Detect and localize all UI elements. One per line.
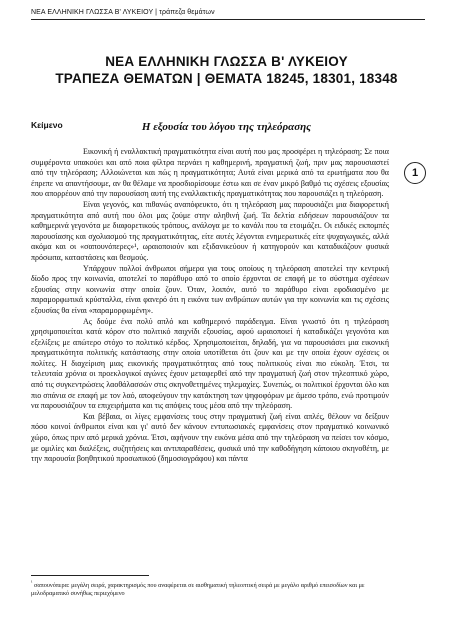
running-header: ΝΕΑ ΕΛΛΗΝΙΚΗ ΓΛΩΣΣΑ Β' ΛΥΚΕΙΟΥ | τράπεζα θεμάτων — [31, 9, 215, 16]
paragraph: Είναι γεγονός, και πιθανώς αναπόφευκτο, ότι η τηλεόραση μας παρουσιάζει μια διαφορετική πραγματικότητα από αυτή που όλοι μας ζούμε στην αληθινή ζωή. Τα δελτία ειδήσεων παρουσιάζουν τα καθημερινά γεγονότα με διαφορετικούς τρόπους, ανάλογα με το κανάλι που τα ετοιμάζει. Οι ειδικές εκπομπές παρουσίασης και σχολιασμού της πραγματικότητας, είτε αυτές λέγονται ενημερωτικές είτε ψυχαγωγικές, αλλά ακόμα και οι «σαπουνόπερες»¹, ωραιοποιούν και εξιδανικεύουν ή κατηγορούν και καταδικάζουν φυσικά πρόσωπα, καταστάσεις και θεσμούς. — [31, 199, 389, 262]
document-title-line-1: ΝΕΑ ΕΛΛΗΝΙΚΗ ΓΛΩΣΣΑ Β' ΛΥΚΕΙΟΥ — [105, 54, 348, 69]
paragraph: Ας δούμε ένα πολύ απλό και καθημερινό παράδειγμα. Είναι γνωστό ότι η τηλεόραση χρησιμοποιείται κατά κόρον στο πολιτικό παιχνίδι εξουσίας, αφού ωραιοποιεί ή καταδικάζει γεγονότα και εξελίξεις με απώτερο στόχο το πολιτικό κέρδος. Χρησιμοποιείται, δηλαδή, για να παρουσιάσει μια εικονική πραγματικότητα πολιτικής κατάστασης στην οποία υποτίθεται ότι ζουν και με την οποία έχουν σχέσεις οι πολίτες. Η διαχείριση μιας εικονικής πραγματικότητας από τους πολιτικούς είναι πιο εύκολη. Έτσι, τα τελευταία χρόνια οι προεκλογικοί αγώνες έχουν μεταφερθεί από την πραγματική ζωή στον τηλεοπτικό χώρο, από τις συγκεντρώσεις λαοθάλασσών στις σκηνοθετημένες τηλεμαχίες. Συνεπώς, οι πολιτικοί έρχονται όλο και πιο σπάνια σε επαφή με τον λαό, αποφεύγουν την κατάκτηση των ψηφοφόρων με άμεσο τρόπο, ενώ προτιμούν να παρουσιάζουν τα επιχειρήματα και τις απόψεις τους μέσα από την τηλεόραση. — [31, 316, 389, 411]
section-label: Κείμενο — [31, 120, 63, 130]
footnote-marker: ¹ — [31, 580, 33, 586]
header-divider — [31, 19, 425, 20]
footnote-divider — [31, 575, 149, 576]
footnote — [31, 582, 403, 599]
paragraph: Και βέβαια, οι λίγες εμφανίσεις τους στην πραγματική ζωή είναι απλές, θέλουν να δείξουν πόσο κοινοί άνθρωποι είναι και γι' αυτό δεν κάνουν εντυπωσιακές εμφανίσεις στον πραγματικό κοινωνικό χώρο, όπως πριν από μερικά χρόνια. Έτσι, αφήνουν την εικόνα μέσα από την τηλεόραση να πείσει τον κόσμο, με ομιλίες και διαλέξεις, συζητήσεις και αντιπαραθέσεις, φυσικά υπό την καθοδήγηση κάποιου σκηνοθέτη, με την παρουσία βοηθητικού προσωπικού (δημοσιογράφου) και πάντα — [31, 411, 389, 464]
text-title: Η εξουσία του λόγου της τηλεόρασης — [141, 121, 312, 133]
page-number-badge: 1 — [404, 162, 426, 184]
footnote-text: σαπουνόπερα: μεγάλη σειρά, χαρακτηρισμός που αναφέρεται σε αισθηματική τηλεοπτική σειρά με μεγάλο αριθμό επεισοδίων και με μελοδραματικό συνήθως περιεχόμενο — [31, 582, 365, 598]
body-text — [31, 147, 389, 465]
paragraph: Υπάρχουν πολλοί άνθρωποι σήμερα για τους οποίους η τηλεόραση αποτελεί την κεντρική δίοδο προς την κοινωνία, αποτελεί το παράθυρο από το οποίο έρχονται σε επαφή με το σύστημα σχέσεων εξουσίας στην κοινωνία στην οποία ζουν. Όταν, λοιπόν, αυτό το παράθυρο είναι εφοδιασμένο με παραμορφωτικά κρύσταλλα, είναι φανερό ότι η εικόνα των ανθρώπων αυτών για την κοινωνία και τις σχέσεις εξουσίας θα είναι «παραμορφωμένη». — [31, 263, 389, 315]
document-title-line-2: ΤΡΑΠΕΖΑ ΘΕΜΑΤΩΝ | ΘΕΜΑΤΑ 18245, 18301, 18348 — [55, 71, 398, 86]
paragraph: Εικονική ή εναλλακτική πραγματικότητα είναι αυτή που μας προσφέρει η τηλεόραση; Σε ποια συμφέροντα υπακούει και από ποια φίλτρα περνάει η καθημερινή, πραγματική ζωή, πριν μας παρουσιαστεί από την τηλεόραση; Αλλοιώνεται και πώς η πραγματικότητα; Αυτά είναι μερικά από τα ερωτήματα που θα έπρεπε να απαντήσουμε, αν θα θέλαμε να προσδιορίσουμε έστω και σε έναν μικρό βαθμό τις σχέσεις εξουσίας που απορρέουν από την παρουσίαση αυτή της εναλλακτικής πραγματικότητας που παρουσιάζει η τηλεόραση. — [31, 147, 389, 199]
